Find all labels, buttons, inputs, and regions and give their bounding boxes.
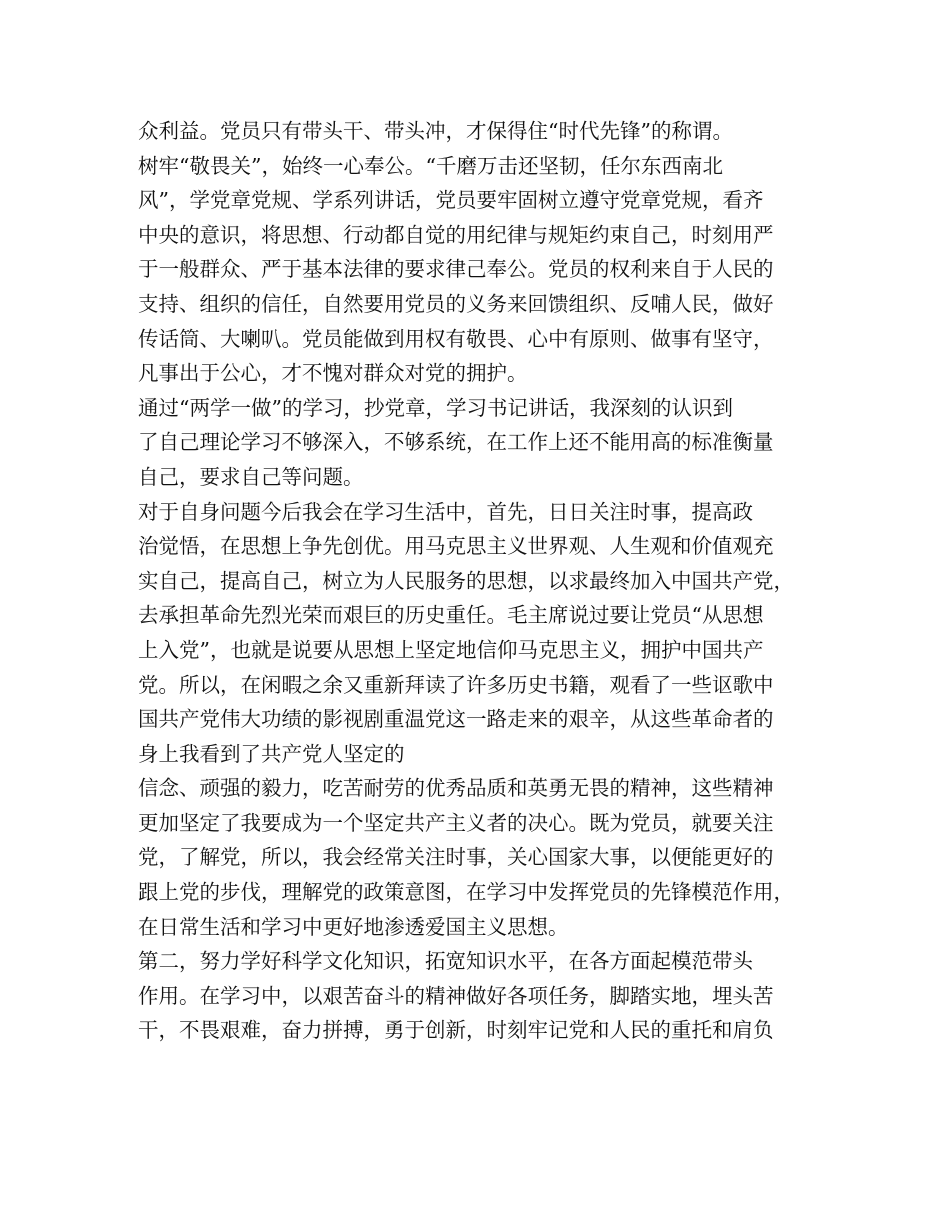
text-line: 党。所以，在闲暇之余又重新拜读了许多历史书籍，观看了一些讴歌中 — [138, 672, 774, 697]
text-line: 通过“两学一做”的学习，抄党章，学习书记讲话，我深刻的认识到 — [138, 395, 733, 420]
text-line: 风”，学党章党规、学系列讲话，党员要牢固树立遵守党章党规，看齐 — [138, 188, 764, 213]
text-line: 作用。在学习中，以艰苦奋斗的精神做好各项任务，脚踏实地，埋头苦 — [138, 983, 774, 1008]
text-line: 信念、顽强的毅力，吃苦耐劳的优秀品质和英勇无畏的精神，这些精神 — [138, 776, 774, 801]
text-line: 上入党”，也就是说要从思想上坚定地信仰马克思主义，拥护中国共产 — [138, 637, 764, 662]
text-line: 身上我看到了共产党人坚定的 — [138, 741, 405, 766]
text-line: 党，了解党，所以，我会经常关注时事，关心国家大事，以便能更好的 — [138, 845, 774, 870]
text-line: 树牢“敬畏关”，始终一心奉公。“千磨万击还坚韧，任尔东西南北 — [138, 153, 723, 178]
text-line: 治觉悟，在思想上争先创优。用马克思主义世界观、人生观和价值观充 — [138, 534, 774, 559]
text-line: 去承担革命先烈光荣而艰巨的历史重任。毛主席说过要让党员“从思想 — [138, 603, 764, 628]
text-line: 实自己，提高自己，树立为人民服务的思想，以求最终加入中国共产党， — [138, 568, 794, 593]
text-line: 众利益。党员只有带头干、带头冲，才保得住“时代先锋”的称谓。 — [138, 119, 733, 143]
text-line: 支持、组织的信任，自然要用党员的义务来回馈组织、反哺人民，做好 — [138, 291, 774, 316]
text-line: 干，不畏艰难，奋力拼搏，勇于创新，时刻牢记党和人民的重托和肩负 — [138, 1018, 774, 1043]
text-line: 国共产党伟大功绩的影视剧重温党这一路走来的艰辛，从这些革命者的 — [138, 707, 774, 732]
text-line: 自己，要求自己等问题。 — [138, 464, 364, 489]
text-line: 第二，努力学好科学文化知识，拓宽知识水平，在各方面起模范带头 — [138, 949, 753, 974]
text-line: 传话筒、大喇叭。党员能做到用权有敬畏、心中有原则、做事有坚守， — [138, 326, 774, 351]
text-line: 更加坚定了我要成为一个坚定共产主义者的决心。既为党员，就要关注 — [138, 810, 774, 835]
text-line: 于一般群众、严于基本法律的要求律己奉公。党员的权利来自于人民的 — [138, 257, 774, 282]
body-text — [138, 114, 838, 1048]
text-line: 中央的意识，将思想、行动都自觉的用纪律与规矩约束自己，时刻用严 — [138, 222, 774, 247]
text-line: 在日常生活和学习中更好地渗透爱国主义思想。 — [138, 914, 569, 939]
text-line: 凡事出于公心，才不愧对群众对党的拥护。 — [138, 361, 528, 386]
text-line: 了自己理论学习不够深入，不够系统，在工作上还不能用高的标准衡量 — [138, 430, 774, 455]
text-line: 跟上党的步伐，理解党的政策意图，在学习中发挥党员的先锋模范作用， — [138, 880, 794, 905]
text-line: 对于自身问题今后我会在学习生活中，首先，日日关注时事，提高政 — [138, 499, 753, 524]
